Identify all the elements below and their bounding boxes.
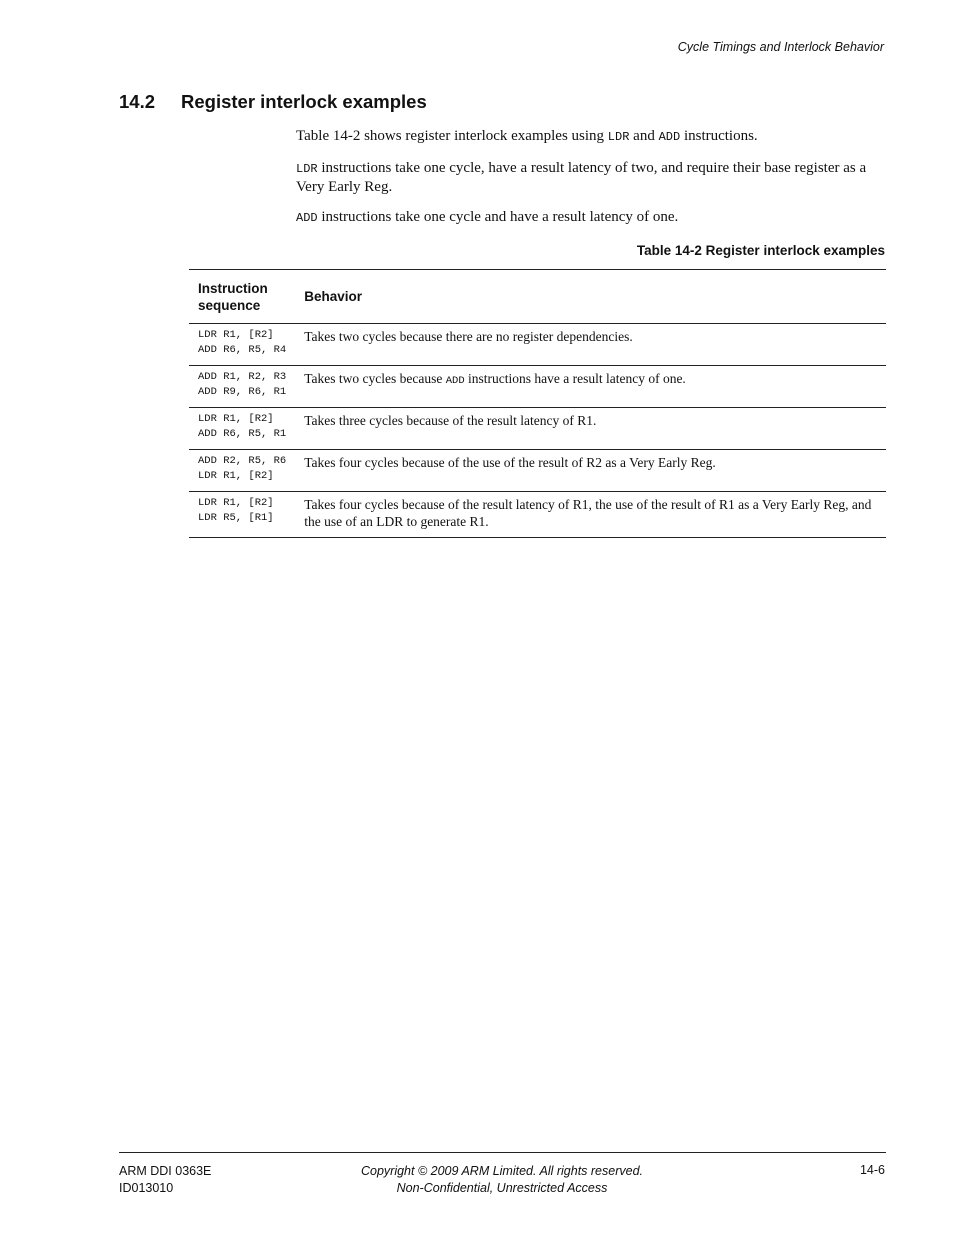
instruction-cell bbox=[189, 366, 295, 408]
footer-page-number: 14-6 bbox=[859, 1163, 885, 1177]
instruction-line: LDR R1, [R2] bbox=[198, 413, 274, 425]
footer-copyright-block bbox=[300, 1163, 704, 1197]
header-text: sequence bbox=[198, 297, 261, 313]
inline-code: ADD bbox=[445, 375, 465, 387]
footer-issue-id: ID013010 bbox=[119, 1181, 174, 1195]
header-text: Instruction bbox=[198, 280, 268, 296]
paragraph-ldr bbox=[296, 159, 886, 196]
footer-divider bbox=[119, 1152, 886, 1153]
behavior-cell bbox=[295, 366, 886, 408]
inline-code: ADD bbox=[658, 130, 681, 144]
paragraph-text: instructions take one cycle, have a result latency of two, and require their base register as a Very Early Reg. bbox=[296, 160, 867, 195]
behavior-cell: Takes four cycles because of the result latency of R1, the use of the result of R1 as a Very Early Reg, and the use of an LDR to generate R1. bbox=[304, 497, 872, 529]
instruction-line: LDR R5, [R1] bbox=[198, 512, 274, 524]
footer-access: Non-Confidential, Unrestricted Access bbox=[396, 1181, 608, 1195]
instruction-cell bbox=[189, 408, 295, 450]
behavior-cell: Takes four cycles because of the use of the result of R2 as a Very Early Reg. bbox=[295, 450, 886, 492]
paragraph-intro bbox=[296, 127, 886, 146]
inline-code: ADD bbox=[296, 211, 318, 225]
footer-doc-info bbox=[119, 1163, 211, 1197]
instruction-line: ADD R1, R2, R3 bbox=[198, 371, 287, 383]
footer-copyright: Copyright © 2009 ARM Limited. All rights reserved. bbox=[360, 1164, 643, 1178]
running-header: Cycle Timings and Interlock Behavior bbox=[677, 40, 884, 54]
table-header-row bbox=[189, 270, 886, 324]
inline-code: LDR bbox=[296, 162, 318, 176]
table-row bbox=[189, 324, 886, 366]
behavior-cell: Takes three cycles because of the result latency of R1. bbox=[295, 408, 886, 450]
behavior-cell: Takes two cycles because there are no register dependencies. bbox=[295, 324, 886, 366]
table-caption: Table 14-2 Register interlock examples bbox=[636, 243, 885, 258]
instruction-line: ADD R2, R5, R6 bbox=[198, 455, 287, 467]
instruction-line: ADD R6, R5, R4 bbox=[198, 344, 287, 356]
footer-doc-id: ARM DDI 0363E bbox=[119, 1164, 212, 1178]
paragraph-add bbox=[296, 208, 886, 227]
instruction-line: LDR R1, [R2] bbox=[198, 329, 274, 341]
header-behavior: Behavior bbox=[295, 270, 886, 324]
header-instruction-sequence bbox=[189, 270, 295, 324]
paragraph-text: instructions take one cycle and have a result latency of one. bbox=[317, 209, 679, 225]
instruction-cell bbox=[189, 450, 295, 492]
behavior-text: instructions have a result latency of one. bbox=[464, 371, 686, 386]
instruction-cell bbox=[189, 492, 295, 538]
section-number: 14.2 bbox=[119, 91, 156, 112]
instruction-line: ADD R9, R6, R1 bbox=[198, 386, 287, 398]
instruction-line: ADD R6, R5, R1 bbox=[198, 428, 287, 440]
table-row bbox=[189, 492, 886, 538]
register-interlock-table bbox=[189, 269, 886, 538]
section-heading bbox=[119, 91, 427, 113]
instruction-line: LDR R1, [R2] bbox=[198, 470, 274, 482]
table-row bbox=[189, 408, 886, 450]
paragraph-text: Table 14-2 shows register interlock examples using bbox=[296, 128, 608, 144]
section-title: Register interlock examples bbox=[181, 91, 427, 112]
instruction-cell bbox=[189, 324, 295, 366]
table-row bbox=[189, 366, 886, 408]
paragraph-text: instructions. bbox=[680, 128, 758, 144]
table-row bbox=[189, 450, 886, 492]
instruction-line: LDR R1, [R2] bbox=[198, 497, 274, 509]
inline-code: LDR bbox=[607, 130, 630, 144]
behavior-text: Takes two cycles because bbox=[304, 371, 446, 386]
paragraph-text: and bbox=[629, 128, 659, 144]
